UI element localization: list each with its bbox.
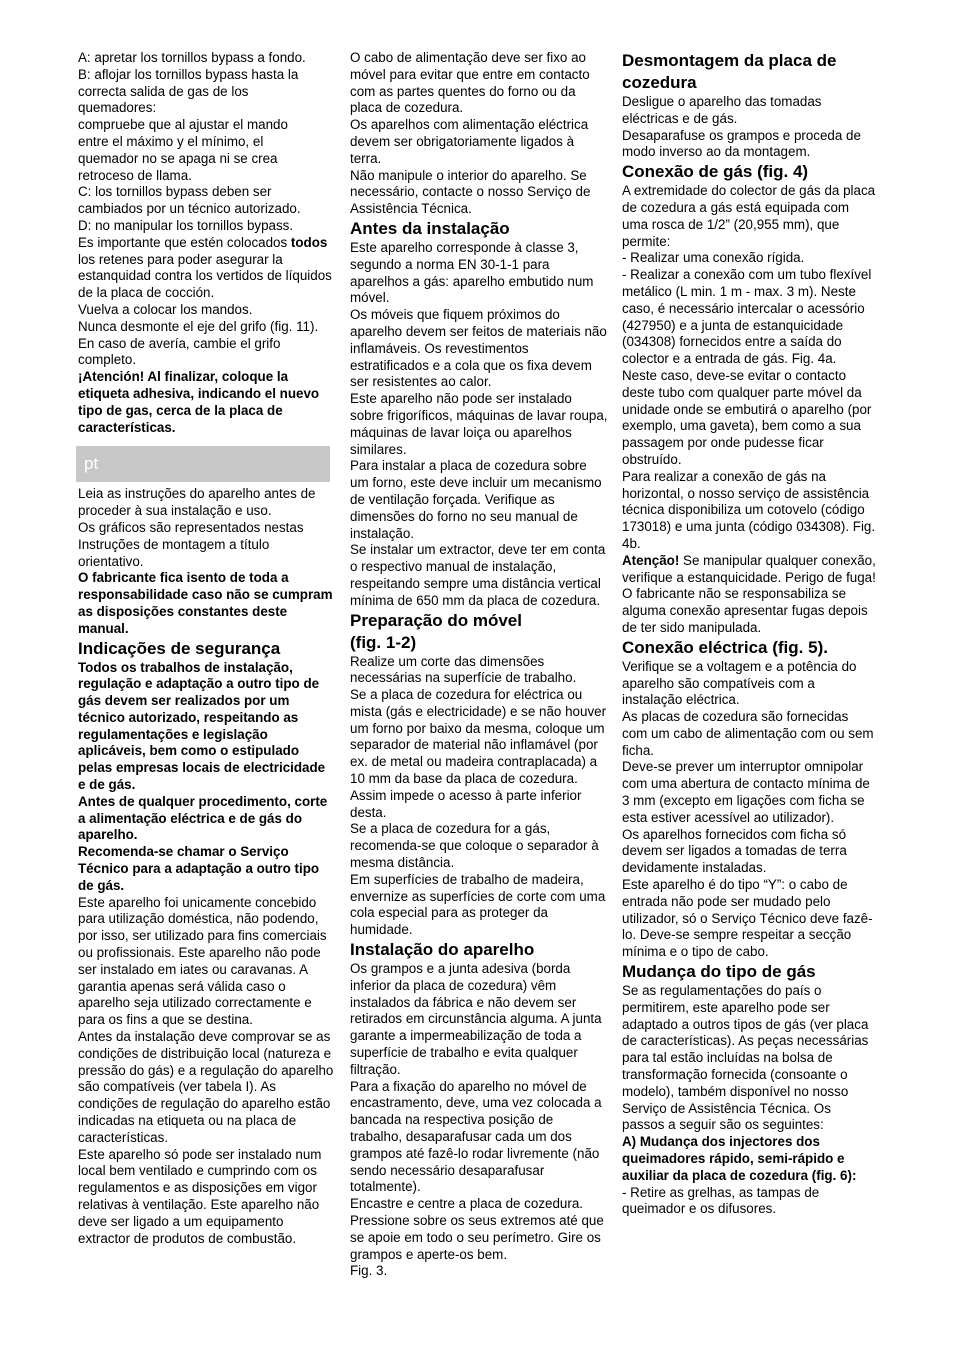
- column-2: [350, 50, 608, 1280]
- heading-desmontagem: Desmontagem da placa de cozedura: [622, 51, 837, 92]
- heading-preparacao-line-2: (fig. 1-2): [350, 632, 417, 652]
- heading-instalacao-aparelho: Instalação do aparelho: [350, 940, 535, 960]
- mudanca-paragraph-2: - Retire as grelhas, as tampas de queimador e os difusores.: [622, 1184, 820, 1217]
- language-bar-pt: pt: [76, 446, 330, 482]
- antes-paragraph-3: Este aparelho não pode ser instalado sobre frigoríficos, máquinas de lavar roupa, máquinas de lavar loiça ou aparelhos similares.: [350, 391, 608, 457]
- gas-atencao-bold: Atenção!: [622, 552, 680, 568]
- heading-seguranca: Indicações de segurança: [78, 638, 281, 658]
- es-line: correcta salida de gas de los: [78, 83, 249, 99]
- es-importante-post: los retenes para poder asegurar la estanquidad contra los vertidos de líquidos de la placa de cocción.: [78, 251, 332, 301]
- es-after-line: En caso de avería, cambie el grifo completo.: [78, 335, 281, 368]
- es-importante-bold: todos: [290, 234, 328, 250]
- electrica-paragraph-1: Verifique se a voltagem e a potência do aparelho são compatíveis com a instalação eléctrica.: [622, 658, 857, 708]
- heading-conexao-electrica: Conexão eléctrica (fig. 5).: [622, 637, 828, 657]
- pt-graficos: Os gráficos são representados nestas Instruções de montagem a título orientativo.: [78, 519, 304, 569]
- instalacao-fig-ref: Fig. 3.: [350, 1263, 388, 1279]
- seguranca-bold-1: Todos os trabalhos de instalação, regulação e adaptação a outro tipo de gás devem ser realizados por um técnico autorizado, respeitando as regulamentações e legislação aplicáveis, bem como o estipulado pelas empresas locais de electricidade e de gás.: [78, 659, 326, 793]
- gas-atencao-paragraph: [622, 553, 876, 587]
- preparacao-paragraph-4: Em superfícies de trabalho de madeira, envernize as superfícies de corte com uma cola especial para as proteger da humidade.: [350, 871, 606, 938]
- column-1: [78, 50, 336, 1247]
- seguranca-paragraph-1: Este aparelho foi unicamente concebido para utilização doméstica, não podendo, por isso, ser utilizado para fins comerciais ou profissionais. Este aparelho não pode ser instalado em iates ou caravanas. A garantia apenas será válida caso o aparelho seja utilizado correctamente e para os fins a que se destina.: [78, 894, 327, 1028]
- electrica-paragraph-3: Deve-se prever um interruptor omnipolar com uma abertura de contacto mínima de 3 mm (excepto em ligações com ficha se esta estiver acessível ao utilizador).: [622, 759, 870, 825]
- es-atencion-note: ¡Atención! Al finalizar, coloque la etiqueta adhesiva, indicando el nuevo tipo de gas, cerca de la placa de características.: [78, 369, 320, 435]
- es-importante-pre: Es importante que estén colocados: [78, 234, 291, 250]
- cabo-paragraph-3: Não manipule o interior do aparelho. Se necessário, contacte o nosso Serviço de Assistência Técnica.: [350, 167, 591, 217]
- preparacao-paragraph-1: Realize um corte das dimensões necessárias na superfície de trabalho.: [350, 653, 577, 686]
- desmontagem-paragraph-2: Desaparafuse os grampos e proceda de modo inverso ao da montagem.: [622, 127, 861, 160]
- gas-atencao-rest: Se manipular qualquer conexão, verifique a estanquicidade. Perigo de fuga!: [622, 552, 876, 585]
- es-line: entre el máximo y el mínimo, el: [78, 133, 264, 149]
- es-line: D: no manipular los tornillos bypass.: [78, 217, 294, 233]
- es-line: retroceso de llama.: [78, 167, 192, 183]
- seguranca-paragraph-3: Este aparelho só pode ser instalado num local bem ventilado e cumprindo com os regulamentos e as disposições em vigor relativas à ventilação. Este aparelho não deve ser ligado a um equipamento extractor de produtos de combustão.: [78, 1146, 322, 1246]
- es-line: compruebe que al ajustar el mando: [78, 117, 288, 133]
- mudanca-bold-step: A) Mudança dos injectores dos queimadores rápido, semi-rápido e auxiliar da placa de cozedura (fig. 6):: [622, 1134, 857, 1183]
- cabo-paragraph-2: Os aparelhos com alimentação eléctrica devem ser obrigatoriamente ligados à terra.: [350, 117, 589, 166]
- gas-paragraph-6: O fabricante não se responsabiliza se alguma conexão apresentar fugas depois de ter sido manipulada.: [622, 586, 868, 635]
- pt-intro: Leia as instruções do aparelho antes de proceder à sua instalação e uso.: [78, 486, 316, 519]
- seguranca-bold-3: Recomenda-se chamar o Serviço Técnico para a adaptação a outro tipo de gás.: [78, 844, 320, 893]
- column-3: [622, 50, 876, 1218]
- desmontagem-paragraph-1: Desligue o aparelho das tomadas eléctricas e de gás.: [622, 94, 822, 126]
- gas-paragraph-4: Neste caso, deve-se evitar o contacto deste tubo com qualquer parte móvel da unidade onde se embutirá o aparelho (por exemplo, uma gaveta), bem como a sua passagem por onde pudesse ficar obstruído.: [622, 367, 872, 467]
- heading-antes-instalacao: Antes da instalação: [350, 218, 510, 238]
- heading-mudanca-gas: Mudança do tipo de gás: [622, 962, 816, 982]
- es-line: quemadores:: [78, 100, 157, 116]
- instalacao-paragraph-1: Os grampos e a junta adesiva (borda inferior da placa de cozedura) vêm instalados da fábrica e não devem ser retirados em circunstância alguma. A junta garante a impermeabilização de toda a superfície de trabalho e evita qualquer filtração.: [350, 961, 602, 1077]
- instalacao-paragraph-2: Para a fixação do aparelho no móvel de encastramento, deve, uma vez colocada a bancada na respectiva posição de trabalho, desaparafusar cada um dos grampos até fazê-lo rodar livremente (não sendo necessário desaparafusar totalmente).: [350, 1078, 602, 1195]
- es-line: quemador no se apaga ni se crea: [78, 150, 278, 166]
- electrica-paragraph-2: As placas de cozedura são fornecidas com um cabo de alimentação com ou sem ficha.: [622, 709, 874, 758]
- antes-paragraph-1: Este aparelho corresponde à classe 3, segundo a norma EN 30-1-1 para aparelhos a gás: aparelho embutido num móvel.: [350, 239, 594, 306]
- es-line: cambiados por un técnico autorizado.: [78, 201, 301, 217]
- preparacao-paragraph-3: Se a placa de cozedura for a gás, recomenda-se que coloque o separador à mesma distância.: [350, 821, 599, 871]
- heading-preparacao-line-1: Preparação do móvel: [350, 610, 522, 630]
- antes-paragraph-4: Para instalar a placa de cozedura sobre um forno, este deve incluir um mecanismo de ventilação forçada. Verifique as dimensões do forno no seu manual de instalação.: [350, 458, 602, 541]
- gas-paragraph-2: - Realizar uma conexão rígida.: [622, 250, 805, 266]
- seguranca-paragraph-2: Antes da instalação deve comprovar se as condições de distribuição local (natureza e pressão do gás) e a regulação do aparelho são compatíveis (ver tabela I). As condições de regulação do aparelho estão indicadas na etiqueta ou na placa de características.: [78, 1029, 334, 1145]
- es-after-line: Nunca desmonte el eje del grifo (fig. 11).: [78, 318, 319, 334]
- cabo-paragraph-1: O cabo de alimentação deve ser fixo ao móvel para evitar que entre em contacto com as partes quentes do forno ou da placa de cozedura.: [350, 50, 590, 116]
- antes-paragraph-2: Os móveis que fiquem próximos do aparelho devem ser feitos de materiais não inflamáveis. Os revestimentos estratificados e a cola que os fixa devem ser resistentes ao calor.: [350, 307, 607, 390]
- es-importante-paragraph: [78, 235, 336, 302]
- seguranca-bold-2: Antes de qualquer procedimento, corte a alimentação eléctrica e de gás do aparelho.: [78, 793, 328, 843]
- es-line: B: aflojar los tornillos bypass hasta la: [78, 66, 299, 82]
- es-line: C: los tornillos bypass deben ser: [78, 184, 272, 200]
- es-line: A: apretar los tornillos bypass a fondo.: [78, 50, 306, 65]
- gas-paragraph-1: A extremidade do colector de gás da placa de cozedura a gás está equipada com uma rosca de 1/2” (20,955 mm), que permite:: [622, 183, 876, 249]
- instalacao-paragraph-3: Encastre e centre a placa de cozedura. Pressione sobre os seus extremos até que se apoie em todo o seu perímetro. Gire os grampos e aperte-os bem.: [350, 1196, 604, 1262]
- preparacao-paragraph-2: Se a placa de cozedura for eléctrica ou mista (gás e electricidade) e se não houver um forno por baixo da mesma, coloque um separador de material não inflamável (por ex. de metal ou madeira contraplacada) a 10 mm da base da placa de cozedura. Assim impede o acesso à parte inferior desta.: [350, 687, 607, 820]
- mudanca-paragraph-1: Se as regulamentações do país o permitirem, este aparelho pode ser adaptado a outros tipos de gás (ver placa de características). As peças necessárias para tal estão incluídas na bolsa de transformação fornecida (consoante o modelo), também disponível no nosso Serviço de Assistência Técnica. Os passos a seguir são os seguintes:: [622, 983, 869, 1133]
- heading-conexao-gas: Conexão de gás (fig. 4): [622, 162, 809, 182]
- gas-paragraph-5: Para realizar a conexão de gás na horizontal, o nosso serviço de assistência técnica disponibiliza um cotovelo (código 173018) e uma junta (código 034308). Fig. 4b.: [622, 468, 876, 551]
- pt-fabricante: O fabricante fica isento de toda a responsabilidade caso não se cumpram as disposições constantes deste manual.: [78, 570, 333, 636]
- gas-paragraph-3: - Realizar a conexão com um tubo flexível metálico (L min. 1 m - max. 3 m). Neste caso, é necessário intercalar o acessório (427950) e a junta de estanquicidade (034308) fornecidos entre a saída do colector e a entrada de gás. Fig. 4a.: [622, 267, 872, 367]
- antes-paragraph-5: Se instalar um extractor, deve ter em conta o respectivo manual de instalação, respeitando sempre uma distância vertical mínima de 650 mm da placa de cozedura.: [350, 542, 606, 608]
- electrica-paragraph-5: Este aparelho é do tipo “Y”: o cabo de entrada não pode ser mudado pelo utilizador, só o Serviço Técnico deve fazê-lo. Deve-se sempre respeitar a secção mínima e o tipo de cabo.: [622, 877, 873, 960]
- electrica-paragraph-4: Os aparelhos fornecidos com ficha só devem ser ligados a tomadas de terra devidamente instaladas.: [622, 826, 847, 876]
- es-after-line: Vuelva a colocar los mandos.: [78, 301, 253, 317]
